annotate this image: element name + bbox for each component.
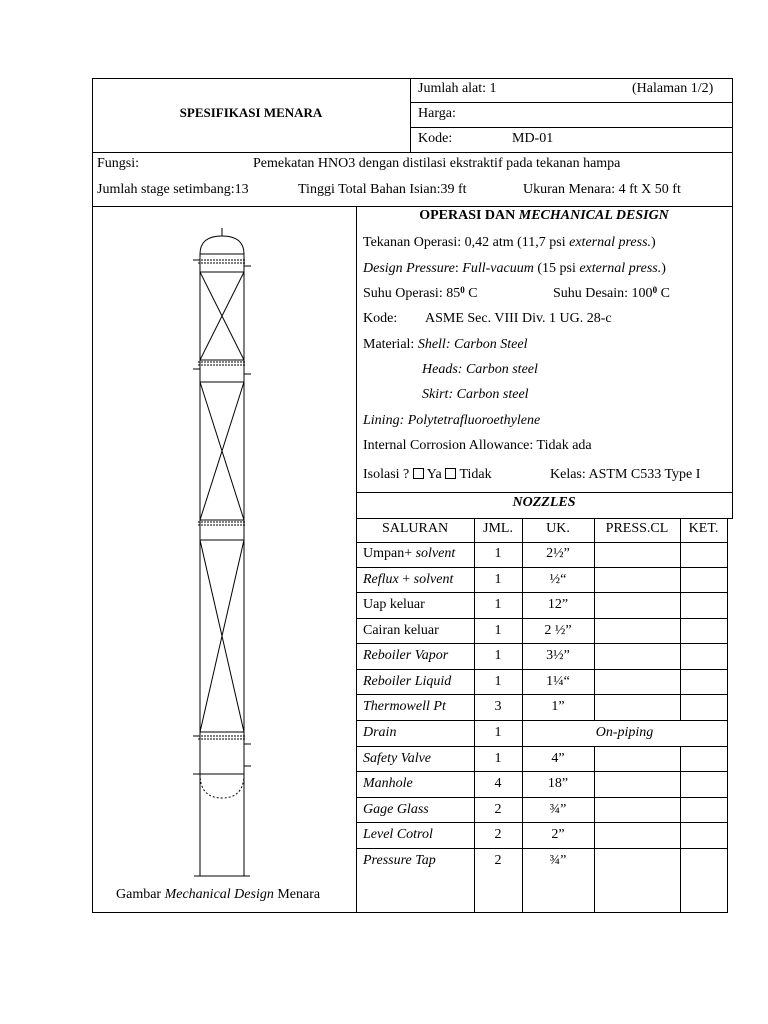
nozzle-jml: 2 xyxy=(494,802,502,817)
col-ket: KET. xyxy=(688,521,719,536)
tekanan-close: ) xyxy=(651,235,656,250)
top-head xyxy=(200,236,244,254)
nozzle-name xyxy=(363,726,396,740)
tower-size: Ukuran Menara: 4 ft X 50 ft xyxy=(523,182,681,197)
design-close: ) xyxy=(661,261,666,276)
nozzle-size: ½“ xyxy=(549,572,567,587)
skirt-value: : Carbon steel xyxy=(448,387,529,402)
design-colon: : xyxy=(454,261,463,276)
operasi-heading-plain: OPERASI DAN xyxy=(419,208,519,223)
nozzle-size: 2½” xyxy=(546,546,570,561)
nozzle-name xyxy=(363,777,413,791)
nozzle-size: 2 ½” xyxy=(544,623,572,638)
nozzle-name xyxy=(363,803,429,817)
material-label: Material: xyxy=(363,337,418,352)
nozzle-name xyxy=(363,828,433,842)
nozzle-name-part: Uap keluar xyxy=(363,597,425,612)
col-uk: UK. xyxy=(546,521,570,536)
nozzle-name-part: solvent xyxy=(415,546,456,561)
tidak-checkbox[interactable] xyxy=(445,468,456,479)
nozzle-name xyxy=(363,649,448,663)
ya-checkbox[interactable] xyxy=(413,468,424,479)
tekanan-text: Tekanan Operasi: 0,42 atm (11,7 psi xyxy=(363,235,570,250)
skirt-label: Skirt xyxy=(422,387,449,402)
design-pressure xyxy=(363,262,666,276)
nozzle-name-part: Manhole xyxy=(363,776,413,791)
packing-height: Tinggi Total Bahan Isian:39 ft xyxy=(298,182,467,197)
nozzle-name xyxy=(363,573,453,587)
nozzle-name xyxy=(363,700,446,714)
nozzle-name-part: + xyxy=(398,572,414,587)
nozzle-name xyxy=(363,547,455,561)
nozzle-name xyxy=(363,854,436,868)
kelas: Kelas: ASTM C533 Type I xyxy=(550,467,701,482)
nozzle-name-part: Reboiler Vapor xyxy=(363,648,449,663)
design-external: external press. xyxy=(579,261,662,276)
isolasi-label: Isolasi ? xyxy=(363,467,410,482)
nozzle-name xyxy=(363,752,431,766)
nozzle-name-part: Level Cotrol xyxy=(363,827,433,842)
degree-mark: 0 xyxy=(652,285,658,295)
figure-caption xyxy=(116,888,320,902)
nozzle-jml: 1 xyxy=(494,751,502,766)
nozzle-name xyxy=(363,675,451,689)
fungsi-label: Fungsi: xyxy=(97,156,140,171)
nozzle-size: 1¼“ xyxy=(546,674,570,689)
nozzle-jml: 3 xyxy=(494,699,502,714)
nozzle-merged-note: On-piping xyxy=(595,725,654,740)
material-skirt xyxy=(422,388,529,402)
design-psi: (15 psi xyxy=(533,261,580,276)
harga-label: Harga: xyxy=(418,106,456,121)
nozzle-jml: 1 xyxy=(494,674,502,689)
caption-tail: Menara xyxy=(273,887,321,902)
nozzle-jml: 1 xyxy=(494,597,502,612)
fungsi-value: Pemekatan HNO3 dengan distilasi ekstraktif pada tekanan hampa xyxy=(253,156,621,171)
material-heads xyxy=(422,363,538,377)
bottom-head xyxy=(200,774,244,798)
lining-value: : Polytetrafluoroethylene xyxy=(399,413,541,428)
kode-asme-value: ASME Sec. VIII Div. 1 UG. 28-c xyxy=(425,311,612,326)
shell-label: Shell xyxy=(417,337,446,352)
isolasi-row xyxy=(363,468,492,482)
tower-drawing xyxy=(190,226,260,880)
design-vacuum: Full-vacuum xyxy=(462,261,534,276)
kode-value: MD-01 xyxy=(512,131,554,146)
suhu-operasi-text: Suhu Operasi: 85 xyxy=(363,286,461,301)
nozzle-jml: 1 xyxy=(494,623,502,638)
caption-italic: Mechanical Design xyxy=(164,887,274,902)
nozzle-name-part: Thermowell Pt xyxy=(363,699,446,714)
nozzle-jml: 1 xyxy=(494,725,502,740)
nozzle-name xyxy=(363,598,425,612)
shell-value: : Carbon Steel xyxy=(445,337,528,352)
col-saluran: SALURAN xyxy=(381,521,449,536)
operasi-heading-italic: MECHANICAL DESIGN xyxy=(518,208,669,223)
nozzle-name xyxy=(363,624,439,638)
heads-value: : Carbon steel xyxy=(457,362,538,377)
nozzle-name-part: Drain xyxy=(363,725,397,740)
nozzle-name-part: Gage Glass xyxy=(363,802,429,817)
tekanan-operasi xyxy=(363,236,656,250)
heads-label: Heads xyxy=(422,362,458,377)
nozzle-jml: 2 xyxy=(494,827,502,842)
nozzle-size: 4” xyxy=(551,751,565,766)
suhu-operasi xyxy=(363,287,478,301)
material-shell xyxy=(363,338,527,352)
corrosion-allowance: Internal Corrosion Allowance: Tidak ada xyxy=(363,438,592,453)
stage-count: Jumlah stage setimbang:13 xyxy=(97,182,249,197)
design-pressure-label: Design Pressure xyxy=(363,261,455,276)
sheet-title: SPESIFIKASI MENARA xyxy=(179,105,323,120)
celsius-unit: C xyxy=(657,286,670,301)
caption-plain: Gambar xyxy=(116,887,165,902)
kode-label: Kode: xyxy=(418,131,453,146)
col-jml: JML. xyxy=(483,521,513,536)
nozzle-size: 3½” xyxy=(546,648,570,663)
kode-asme-label: Kode: xyxy=(363,311,398,326)
nozzle-size: ¾” xyxy=(549,853,567,868)
nozzle-name-part: Reflux xyxy=(363,572,399,587)
nozzle-size: 1” xyxy=(551,699,565,714)
operasi-heading xyxy=(356,209,732,223)
nozzles-title: NOZZLES xyxy=(512,495,576,510)
nozzle-name-part: Reboiler Liquid xyxy=(363,674,452,689)
page-number: (Halaman 1/2) xyxy=(632,81,714,96)
nozzle-name-part: Cairan keluar xyxy=(363,623,439,638)
nozzle-jml: 1 xyxy=(494,648,502,663)
ya-label: Ya xyxy=(426,467,442,482)
tidak-label: Tidak xyxy=(459,467,492,482)
tekanan-italic: external press. xyxy=(569,235,652,250)
nozzle-jml: 4 xyxy=(494,776,502,791)
lining xyxy=(363,414,540,428)
nozzle-name-part: Umpan+ xyxy=(363,546,416,561)
degree-mark: 0 xyxy=(460,285,465,295)
lining-label: Lining xyxy=(363,413,400,428)
nozzle-name-part: solvent xyxy=(413,572,454,587)
nozzle-size: 18” xyxy=(547,776,569,791)
nozzle-name-part: Safety Valve xyxy=(363,751,432,766)
nozzle-size: 2” xyxy=(551,827,565,842)
jumlah-alat: Jumlah alat: 1 xyxy=(418,81,497,96)
nozzle-name-part: Pressure Tap xyxy=(363,853,436,868)
nozzle-jml: 2 xyxy=(494,853,502,868)
nozzle-size: ¾” xyxy=(549,802,567,817)
suhu-desain xyxy=(553,287,670,301)
celsius-unit: C xyxy=(464,286,478,301)
col-press-cl: PRESS.CL xyxy=(605,521,669,536)
nozzle-size: 12” xyxy=(547,597,569,612)
nozzle-jml: 1 xyxy=(494,572,502,587)
nozzle-jml: 1 xyxy=(494,546,502,561)
suhu-desain-text: Suhu Desain: 100 xyxy=(553,286,653,301)
